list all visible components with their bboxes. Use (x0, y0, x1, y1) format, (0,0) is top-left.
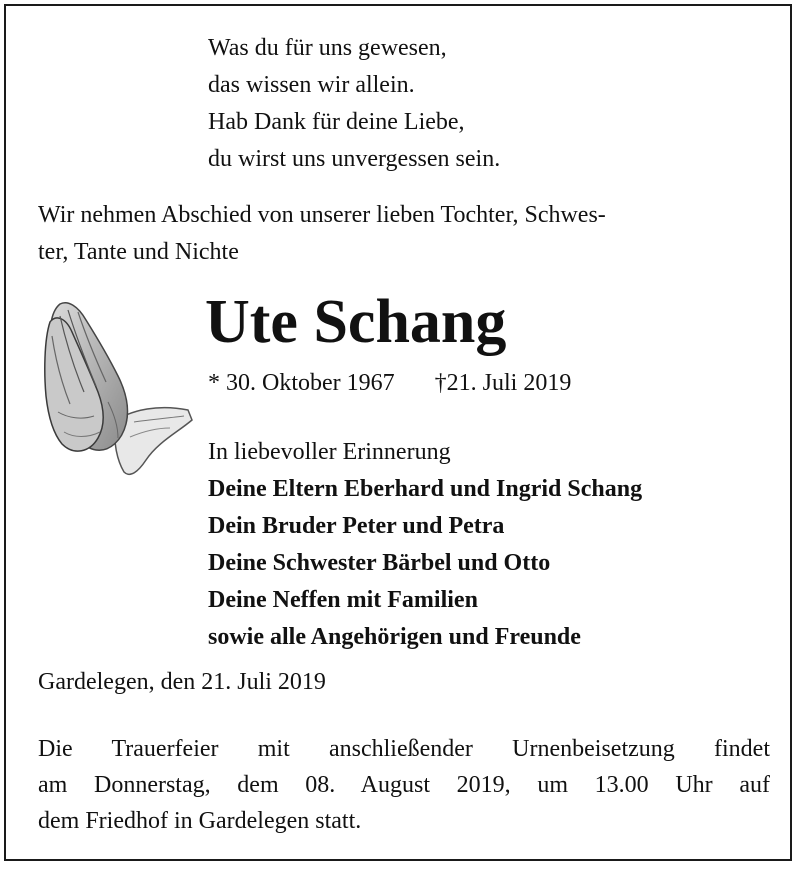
death-date: †21. Juli 2019 (434, 370, 572, 396)
intro-line: ter, Tante und Nichte (38, 239, 239, 265)
mourner-line: sowie alle Angehörigen und Freunde (208, 624, 581, 650)
poem-line: Was du für uns gewesen, (208, 35, 447, 61)
poem-line: du wirst uns unvergessen sein. (208, 146, 501, 172)
intro-line: Wir nehmen Abschied von unserer lieben Tochter, Schwes- (38, 202, 606, 228)
mourner-line: Deine Schwester Bärbel und Otto (208, 550, 551, 576)
funeral-service-info (38, 731, 770, 839)
place-and-date: Gardelegen, den 21. Juli 2019 (38, 669, 326, 695)
mourner-line: Dein Bruder Peter und Petra (208, 513, 505, 539)
poem-line: Hab Dank für deine Liebe, (208, 109, 465, 135)
deceased-name: Ute Schang (205, 288, 507, 356)
mourners-list (208, 434, 642, 656)
life-dates (208, 366, 571, 400)
service-line: am Donnerstag, dem 08. August 2019, um 13.00 Uhr auf (38, 772, 770, 798)
mourner-line: Deine Neffen mit Familien (208, 587, 478, 613)
praying-hands-icon (38, 292, 198, 484)
birth-date: * 30. Oktober 1967 (208, 370, 395, 396)
service-line: dem Friedhof in Gardelegen statt. (38, 808, 362, 834)
service-line: Die Trauerfeier mit anschließender Urnenbeisetzung findet (38, 736, 770, 762)
memorial-poem (208, 30, 500, 178)
mourner-line: Deine Eltern Eberhard und Ingrid Schang (208, 476, 643, 502)
poem-line: das wissen wir allein. (208, 72, 415, 98)
farewell-intro (38, 197, 770, 271)
mourners-heading: In liebevoller Erinnerung (208, 439, 451, 465)
